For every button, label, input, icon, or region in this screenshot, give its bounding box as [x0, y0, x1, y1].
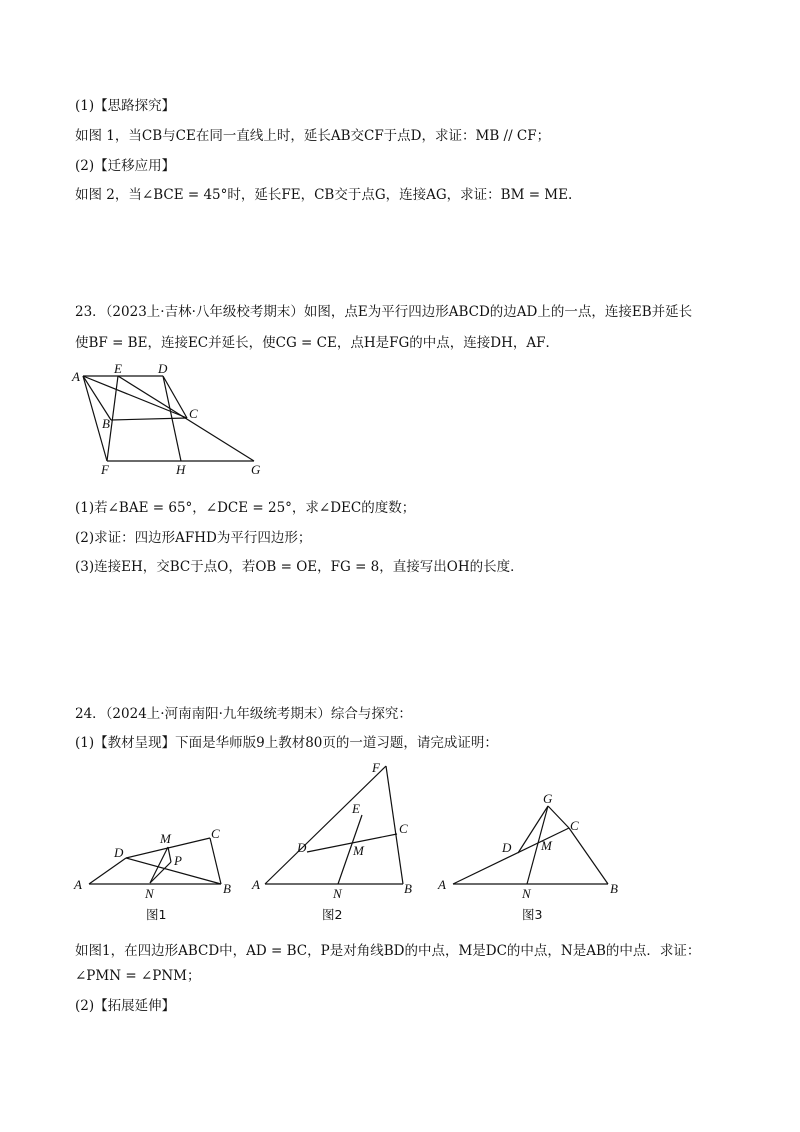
q24-fig1 [73, 826, 231, 922]
q24-fig1-label-m: M [160, 831, 171, 846]
q24-fig3-label-g: G [543, 791, 553, 806]
q24-fig2-label-n: N [333, 886, 342, 901]
q24-fig2-label-m: M [353, 843, 364, 858]
q24-fig3-label-a: A [438, 877, 446, 892]
q24-part2-header: (2)【拓展延伸】 [75, 998, 176, 1014]
q24-fig3-caption: 图3 [522, 907, 543, 922]
q24-part1-text-line2: ∠PMN = ∠PNM； [75, 968, 201, 984]
q24-fig2-label-c: C [399, 821, 408, 836]
q23-label-g: G [251, 462, 261, 477]
q24-fig2-label-d: D [297, 840, 307, 855]
q22-part2-text: 如图 2，当∠BCE = 45°时，延长FE，CB交于点G，连接AG，求证：BM = ME. [75, 187, 573, 203]
q23-label-a: A [72, 369, 80, 384]
q24-fig1-label-n: N [145, 886, 154, 901]
q23-label-f: F [101, 462, 109, 477]
q24-fig3-label-n: N [522, 886, 531, 901]
q24-fig3-label-b: B [610, 881, 618, 896]
q24-fig3-label-c: C [570, 818, 579, 833]
q24-fig1-label-d: D [114, 845, 124, 860]
q24-part1-header: (1)【教材呈现】下面是华师版9上教材80页的一道习题，请完成证明： [75, 735, 498, 751]
q24-fig3 [437, 791, 618, 922]
q24-fig2-label-e: E [352, 801, 360, 816]
q23-stem-line1: 23．（2023上·吉林·八年级校考期末）如图，点E为平行四边形ABCD的边AD上的一点，连接EB并延长 [75, 304, 693, 320]
q24-fig1-label-b: B [223, 881, 231, 896]
q23-label-h: H [176, 462, 186, 477]
q23-part2: (2)求证：四边形AFHD为平行四边形； [75, 530, 312, 546]
q23-stem-line2: 使BF = BE，连接EC并延长，使CG = CE，点H是FG的中点，连接DH，AF． [75, 335, 559, 351]
q23-part1: (1)若∠BAE = 65°，∠DCE = 25°，求∠DEC的度数； [75, 500, 416, 516]
q24-fig1-label-c: C [211, 826, 220, 841]
q24-fig2-label-f: F [372, 760, 380, 775]
q24-fig2-caption: 图2 [322, 907, 343, 922]
q23-label-c: C [189, 406, 198, 421]
q24-fig3-label-m: M [541, 838, 552, 853]
q22-part1-header: (1)【思路探究】 [75, 98, 176, 114]
q24-fig1-caption: 图1 [146, 907, 167, 922]
q23-label-b: B [102, 416, 110, 431]
q24-fig2-label-a: A [252, 877, 260, 892]
q22-part1-text: 如图 1，当CB与CE在同一直线上时，延长AB交CF于点D，求证：MB // CF； [75, 128, 551, 144]
q23-label-d: D [158, 361, 168, 376]
q23-label-e: E [114, 361, 122, 376]
q24-part1-text-line1: 如图1，在四边形ABCD中，AD = BC，P是对角线BD的中点，M是DC的中点，N是AB的中点．求证： [75, 943, 701, 959]
q24-fig1-label-a: A [74, 877, 82, 892]
q24-fig2 [251, 760, 412, 922]
q24-stem: 24．（2024上·河南南阳·九年级统考期末）综合与探究： [75, 706, 412, 722]
q23-part3: (3)连接EH，交BC于点O，若OB = OE，FG = 8，直接写出OH的长度． [75, 559, 524, 575]
q24-fig3-label-d: D [502, 840, 512, 855]
q24-fig2-label-b: B [404, 881, 412, 896]
q22-part2-header: (2)【迁移应用】 [75, 158, 176, 174]
q24-fig1-label-p: P [174, 853, 182, 868]
